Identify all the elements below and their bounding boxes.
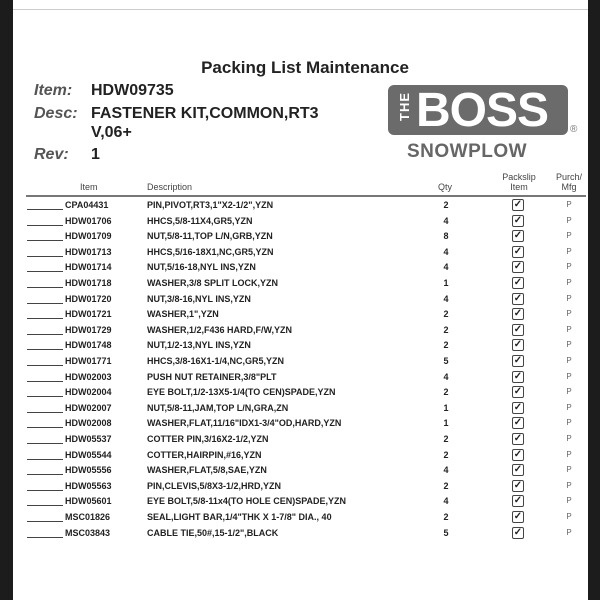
row-description: EYE BOLT,5/8-11x4(TO HOLE CEN)SPADE,YZN xyxy=(147,496,347,507)
row-item: HDW01771 xyxy=(65,356,112,366)
row-description: SEAL,LIGHT BAR,1/4"THK X 1-7/8" DIA., 40 xyxy=(147,512,332,522)
item-label: Item: xyxy=(34,82,73,99)
packslip-checkbox[interactable]: ✓ xyxy=(513,199,523,210)
row-qty: 4 xyxy=(443,496,449,507)
table-row xyxy=(0,338,600,353)
table-row xyxy=(0,526,600,541)
table-row xyxy=(0,245,600,260)
check-blank-line xyxy=(27,505,63,506)
packslip-checkbox[interactable]: ✓ xyxy=(513,308,523,320)
registered-mark: ® xyxy=(570,124,578,135)
boss-logo xyxy=(388,85,568,135)
table-row xyxy=(0,276,600,291)
packslip-checkbox[interactable]: ✓ xyxy=(513,464,523,476)
packslip-checkbox[interactable]: ✓ xyxy=(513,355,523,366)
table-row xyxy=(0,463,600,478)
table-row xyxy=(0,307,600,322)
row-item: MSC01826 xyxy=(65,512,111,522)
row-qty: 4 xyxy=(443,246,449,257)
check-blank-line xyxy=(27,474,63,475)
row-item: HDW02008 xyxy=(65,418,112,429)
col-packslip xyxy=(500,172,538,192)
check-blank-line xyxy=(27,209,63,210)
row-description: HHCS,5/16-18X1,NC,GR5,YZN xyxy=(147,246,274,257)
row-item: HDW05601 xyxy=(65,496,112,507)
packslip-checkbox[interactable]: ✓ xyxy=(513,417,523,429)
row-item: HDW01721 xyxy=(65,309,112,320)
row-description: HHCS,3/8-16X1-1/4,NC,GR5,YZN xyxy=(147,356,285,366)
col-purch xyxy=(552,172,586,192)
row-qty: 5 xyxy=(443,356,449,366)
row-purch-mfg: P xyxy=(566,231,572,241)
row-purch-mfg: P xyxy=(566,402,572,412)
row-description: PIN,PIVOT,RT3,1"X2-1/2",YZN xyxy=(147,200,274,210)
row-item: HDW01706 xyxy=(65,215,112,226)
packslip-checkbox[interactable]: ✓ xyxy=(513,479,523,491)
packslip-checkbox[interactable]: ✓ xyxy=(513,277,523,288)
row-item: HDW02007 xyxy=(65,402,112,413)
row-qty: 2 xyxy=(443,200,449,210)
row-item: HDW01713 xyxy=(65,246,112,257)
row-item: HDW02003 xyxy=(65,371,112,382)
col-purch-2: Mfg xyxy=(561,182,577,192)
row-description: CABLE TIE,50#,15-1/2",BLACK xyxy=(147,527,279,538)
desc-value-line2: V,06+ xyxy=(91,124,132,141)
row-purch-mfg: P xyxy=(566,418,572,428)
packslip-checkbox[interactable]: ✓ xyxy=(513,245,523,257)
row-qty: 1 xyxy=(443,402,449,413)
row-item: CPA04431 xyxy=(65,200,109,210)
row-item: HDW05537 xyxy=(65,434,112,444)
row-qty: 4 xyxy=(443,215,449,226)
row-qty: 2 xyxy=(443,340,449,351)
row-purch-mfg: P xyxy=(566,480,572,490)
row-item: HDW02004 xyxy=(65,387,112,398)
row-purch-mfg: P xyxy=(566,434,572,443)
row-qty: 2 xyxy=(443,309,449,320)
row-description: WASHER,1/2,F436 HARD,F/W,YZN xyxy=(147,324,293,335)
table-row xyxy=(0,416,600,431)
packslip-checkbox[interactable]: ✓ xyxy=(513,511,523,522)
col-qty: Qty xyxy=(438,182,453,192)
row-description: NUT,3/8-16,NYL INS,YZN xyxy=(147,293,251,304)
row-purch-mfg: P xyxy=(566,356,572,365)
row-qty: 4 xyxy=(443,465,449,476)
table-row xyxy=(0,385,600,400)
row-purch-mfg: P xyxy=(566,449,572,459)
table-row xyxy=(0,214,600,229)
row-qty: 2 xyxy=(443,387,449,398)
col-purch-1: Purch/ xyxy=(555,172,582,182)
row-item: HDW05563 xyxy=(65,480,112,491)
row-description: WASHER,1",YZN xyxy=(147,309,219,320)
row-item: HDW01729 xyxy=(65,324,112,335)
check-blank-line xyxy=(27,240,63,241)
col-packslip-2: Item xyxy=(510,182,528,192)
row-qty: 2 xyxy=(443,480,449,491)
row-item: HDW05544 xyxy=(65,449,112,460)
row-qty: 2 xyxy=(443,449,449,460)
row-purch-mfg: P xyxy=(566,293,572,303)
row-qty: 1 xyxy=(443,418,449,429)
row-description: HHCS,5/8-11X4,GR5,YZN xyxy=(147,215,253,226)
check-blank-line xyxy=(27,521,63,522)
row-purch-mfg: P xyxy=(566,496,572,506)
row-purch-mfg: P xyxy=(566,246,572,256)
logo-the: THE xyxy=(397,92,412,121)
row-purch-mfg: P xyxy=(566,371,572,381)
row-description: WASHER,FLAT,11/16"IDX1-3/4"OD,HARD,YZN xyxy=(147,418,342,429)
row-purch-mfg: P xyxy=(566,262,572,272)
table-row xyxy=(0,479,600,494)
rev-label: Rev: xyxy=(34,146,69,163)
packslip-checkbox[interactable]: ✓ xyxy=(513,261,523,273)
row-description: EYE BOLT,1/2-13X5-1/4(TO CEN)SPADE,YZN xyxy=(147,387,336,398)
row-description: COTTER,HAIRPIN,#16,YZN xyxy=(147,449,262,460)
header-rule xyxy=(26,195,586,197)
check-blank-line xyxy=(27,427,63,428)
desc-label: Desc: xyxy=(34,105,78,122)
packslip-checkbox[interactable]: ✓ xyxy=(513,401,523,413)
packslip-checkbox[interactable]: ✓ xyxy=(513,370,523,382)
packslip-checkbox[interactable]: ✓ xyxy=(513,214,523,226)
row-description: PIN,CLEVIS,5/8X3-1/2,HRD,YZN xyxy=(147,480,282,491)
table-row xyxy=(0,292,600,307)
table-row xyxy=(0,354,600,369)
packslip-checkbox[interactable]: ✓ xyxy=(513,323,523,335)
check-blank-line xyxy=(27,303,63,304)
row-qty: 5 xyxy=(443,527,449,538)
row-description: NUT,5/8-11,JAM,TOP L/N,GRA,ZN xyxy=(147,402,289,413)
packslip-checkbox[interactable]: ✓ xyxy=(513,433,523,444)
table-row xyxy=(0,401,600,416)
row-item: HDW01709 xyxy=(65,231,112,242)
check-blank-line xyxy=(27,537,63,538)
check-blank-line xyxy=(27,396,63,397)
row-purch-mfg: P xyxy=(566,200,572,209)
page-top-edge xyxy=(13,9,588,10)
row-description: WASHER,FLAT,5/8,SAE,YZN xyxy=(147,465,267,476)
packslip-checkbox[interactable]: ✓ xyxy=(513,386,523,398)
row-item: HDW05556 xyxy=(65,465,112,476)
row-item: HDW01720 xyxy=(65,293,112,304)
packslip-checkbox[interactable]: ✓ xyxy=(513,526,523,538)
row-purch-mfg: P xyxy=(566,215,572,225)
check-blank-line xyxy=(27,349,63,350)
check-blank-line xyxy=(27,412,63,413)
table-row xyxy=(0,494,600,509)
row-description: NUT,5/16-18,NYL INS,YZN xyxy=(147,262,256,273)
check-blank-line xyxy=(27,318,63,319)
logo-snowplow: SNOWPLOW xyxy=(407,141,528,162)
row-purch-mfg: P xyxy=(566,465,572,475)
page-title: Packing List Maintenance xyxy=(201,58,409,77)
row-purch-mfg: P xyxy=(566,387,572,397)
row-description: NUT,5/8-11,TOP L/N,GRB,YZN xyxy=(147,231,273,242)
row-item: HDW01748 xyxy=(65,340,112,351)
row-description: WASHER,3/8 SPLIT LOCK,YZN xyxy=(147,278,279,288)
row-purch-mfg: P xyxy=(566,309,572,319)
packslip-checkbox[interactable]: ✓ xyxy=(513,292,523,304)
row-qty: 2 xyxy=(443,512,449,522)
table-row xyxy=(0,323,600,338)
check-blank-line xyxy=(27,287,63,288)
col-description: Description xyxy=(147,182,193,192)
check-blank-line xyxy=(27,256,63,257)
row-purch-mfg: P xyxy=(566,278,572,287)
row-description: COTTER PIN,3/16X2-1/2,YZN xyxy=(147,434,269,444)
row-qty: 2 xyxy=(443,434,449,444)
row-description: PUSH NUT RETAINER,3/8"PLT xyxy=(147,371,277,382)
row-description: NUT,1/2-13,NYL INS,YZN xyxy=(147,340,251,351)
check-blank-line xyxy=(27,225,63,226)
packslip-checkbox[interactable]: ✓ xyxy=(513,339,523,351)
row-qty: 4 xyxy=(443,293,449,304)
check-blank-line xyxy=(27,490,63,491)
check-blank-line xyxy=(27,381,63,382)
check-blank-line xyxy=(27,365,63,366)
row-qty: 4 xyxy=(443,262,449,273)
desc-value-line1: FASTENER KIT,COMMON,RT3 xyxy=(91,105,319,122)
table-row xyxy=(0,370,600,385)
table-row xyxy=(0,432,600,447)
table-row xyxy=(0,198,600,213)
item-value: HDW09735 xyxy=(91,82,174,99)
row-purch-mfg: P xyxy=(566,512,572,521)
row-qty: 8 xyxy=(443,231,449,242)
row-qty: 1 xyxy=(443,278,449,288)
packslip-checkbox[interactable]: ✓ xyxy=(513,230,523,242)
check-blank-line xyxy=(27,459,63,460)
row-item: HDW01714 xyxy=(65,262,112,273)
rev-value: 1 xyxy=(91,146,100,163)
row-item: HDW01718 xyxy=(65,278,112,288)
packslip-checkbox[interactable]: ✓ xyxy=(513,495,523,507)
table-row xyxy=(0,448,600,463)
check-blank-line xyxy=(27,271,63,272)
row-qty: 2 xyxy=(443,324,449,335)
check-blank-line xyxy=(27,443,63,444)
row-qty: 4 xyxy=(443,371,449,382)
col-packslip-1: Packslip xyxy=(502,172,536,182)
table-row xyxy=(0,510,600,525)
logo-boss: BOSS xyxy=(416,84,549,137)
row-item: MSC03843 xyxy=(65,527,111,538)
row-purch-mfg: P xyxy=(566,324,572,334)
row-purch-mfg: P xyxy=(566,340,572,350)
table-row xyxy=(0,260,600,275)
col-item: Item xyxy=(80,182,98,192)
row-purch-mfg: P xyxy=(566,527,572,537)
packslip-checkbox[interactable]: ✓ xyxy=(513,448,523,460)
table-row xyxy=(0,229,600,244)
check-blank-line xyxy=(27,334,63,335)
